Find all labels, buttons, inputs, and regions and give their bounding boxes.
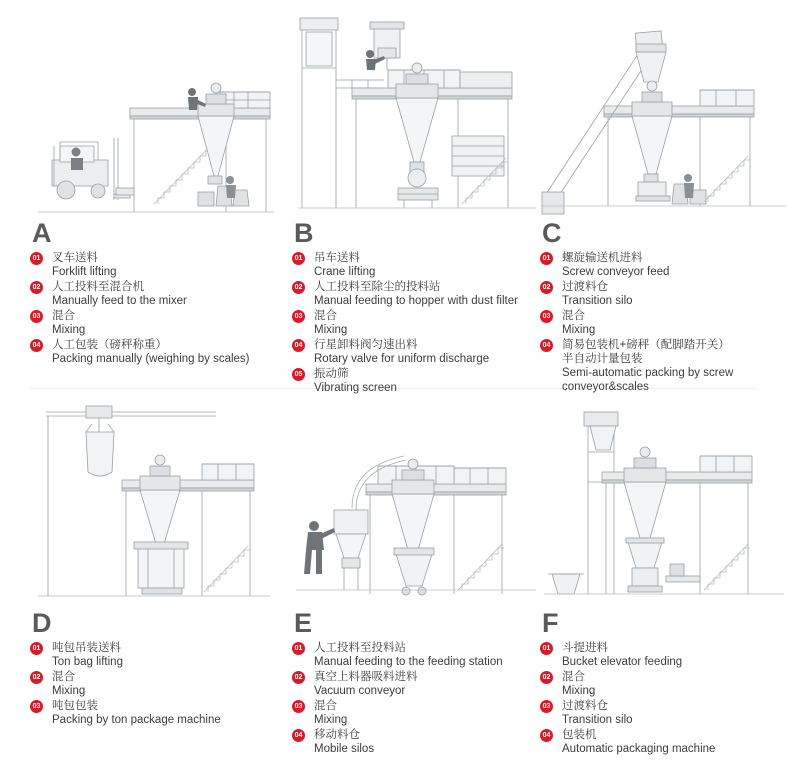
step-label-cn: 斗提进料 [562,642,608,654]
step-item [292,641,540,669]
panel-letter: D [32,608,52,638]
step-label-en: Transition silo [562,295,633,307]
step-label-en: Crane lifting [314,266,376,278]
illustration-a [30,8,278,220]
step-number-badge: 04 [292,729,305,742]
step-item [30,338,278,366]
illustration-b-svg [292,8,540,220]
step-label-en: Mixing [314,714,348,726]
illustration-f-svg [540,398,787,610]
step-number-badge: 01 [30,642,43,655]
step-label-en: Mixing [562,324,596,336]
step-number-badge: 04 [30,339,43,352]
step-number-badge: 01 [30,252,43,265]
step-label-cn: 混合 [52,310,75,322]
step-label-en: Mixing [52,324,86,336]
illustration-e [292,398,540,610]
illustration-e-svg [292,398,540,610]
step-number-badge: 04 [540,729,553,742]
step-list-a [30,251,278,366]
step-label-cn: 混合 [562,310,585,322]
step-item [540,699,787,727]
step-item [292,670,540,698]
step-label-cn: 吨包包装 [52,700,98,712]
step-item [292,280,540,308]
step-number-badge: 02 [540,281,553,294]
step-list-d [30,641,278,727]
panel-e [292,398,540,778]
step-item [30,309,278,337]
caption-e [292,610,540,756]
step-number-badge: 04 [292,339,305,352]
step-label-en: Mobile silos [314,743,375,755]
step-item [540,251,787,279]
step-number-badge: 03 [30,310,43,323]
step-number-badge: 02 [30,281,43,294]
step-item [30,641,278,669]
step-label-en: Forklift lifting [52,266,117,278]
step-list-e [292,641,540,756]
step-label-cn: 人工投料至投料站 [314,642,406,654]
step-item [30,251,278,279]
step-item [540,280,787,308]
step-number-badge: 05 [292,368,305,381]
step-item [540,641,787,669]
illustration-a-svg [30,8,278,220]
step-item [292,309,540,337]
step-label-en: Packing manually (weighing by scales) [52,353,250,365]
step-label-cn: 过渡料仓 [562,281,608,293]
step-item [292,367,540,395]
step-number-badge: 02 [540,671,553,684]
panel-letter: F [542,608,559,638]
step-label-en: Ton bag lifting [52,656,123,668]
step-item [540,309,787,337]
step-number-badge: 02 [292,671,305,684]
step-number-badge: 03 [292,700,305,713]
illustration-c [540,8,787,220]
caption-c [540,220,787,394]
step-label-cn: 行星卸料阀匀速出料 [314,339,418,351]
step-number-badge: 04 [540,339,553,352]
panel-c [540,8,787,393]
illustration-c-svg [540,8,787,220]
step-item [292,338,540,366]
step-label-en: Screw conveyor feed [562,266,670,278]
step-label-en: Manual feeding to the feeding station [314,656,503,668]
step-item [540,670,787,698]
step-item [540,728,787,756]
caption-b [292,220,540,395]
step-number-badge: 01 [292,252,305,265]
step-number-badge: 03 [540,310,553,323]
panel-letter: A [32,218,52,248]
step-label-en: Bucket elevator feeding [562,656,683,668]
step-label-cn: 混合 [314,700,337,712]
step-label-cn: 人工投料至除尘的投料站 [314,281,441,293]
step-label-en: Transition silo [562,714,633,726]
step-label-cn: 叉车送料 [52,252,98,264]
step-label-cn: 包装机 [562,729,597,741]
step-label-en: Semi-automatic packing by screw [562,367,734,379]
step-label-en: Mixing [562,685,596,697]
step-number-badge: 03 [292,310,305,323]
panel-b [292,8,540,394]
step-label-en-2: conveyor&scales [562,381,649,393]
caption-f [540,610,787,756]
step-label-en: Automatic packaging machine [562,743,716,755]
step-item [30,280,278,308]
step-label-cn: 过渡料仓 [562,700,608,712]
step-label-cn: 移动料仓 [314,729,360,741]
step-label-en: Rotary valve for uniform discharge [314,353,490,365]
illustration-f [540,398,787,610]
panel-letter: E [294,608,313,638]
step-label-en: Mixing [314,324,348,336]
illustration-b [292,8,540,220]
step-number-badge: 02 [30,671,43,684]
step-label-cn: 人工包装（磅秤称重） [52,339,167,351]
step-label-en: Packing by ton package machine [52,714,221,726]
illustration-d [30,398,278,610]
step-item [30,670,278,698]
step-item [30,699,278,727]
panel-a [30,8,278,388]
caption-a [30,220,278,366]
step-number-badge: 03 [540,700,553,713]
step-label-cn: 人工投料至混合机 [52,281,144,293]
panel-letter: B [294,218,314,248]
step-number-badge: 03 [30,700,43,713]
step-label-cn: 螺旋输送机进料 [562,252,643,264]
step-label-en: Manual feeding to hopper with dust filter [314,295,518,307]
step-label-en: Vacuum conveyor [314,685,406,697]
step-item [292,251,540,279]
step-label-cn: 真空上料器吸料进料 [314,671,418,683]
step-list-c [540,251,787,394]
step-label-cn: 吊车送料 [314,252,360,264]
step-item [540,338,787,394]
step-number-badge: 01 [540,252,553,265]
step-list-b [292,251,540,395]
panel-letter: C [542,218,562,248]
illustration-d-svg [30,398,278,610]
step-label-cn: 简易包装机+磅秤（配脚踏开关） [562,339,730,351]
step-label-cn: 混合 [52,671,75,683]
step-number-badge: 01 [540,642,553,655]
step-label-en: Manually feed to the mixer [52,295,187,307]
step-number-badge: 01 [292,642,305,655]
step-label-cn: 吨包吊装送料 [52,642,121,654]
step-list-f [540,641,787,756]
step-label-cn-2: 半自动计量包装 [562,353,643,365]
step-label-en: Mixing [52,685,86,697]
step-label-cn: 混合 [562,671,585,683]
step-number-badge: 02 [292,281,305,294]
step-item [292,728,540,756]
step-label-en: Vibrating screen [314,382,397,394]
step-item [292,699,540,727]
panel-d [30,398,278,778]
step-label-cn: 混合 [314,310,337,322]
caption-d [30,610,278,727]
step-label-cn: 振动筛 [314,368,349,380]
panel-f [540,398,787,778]
